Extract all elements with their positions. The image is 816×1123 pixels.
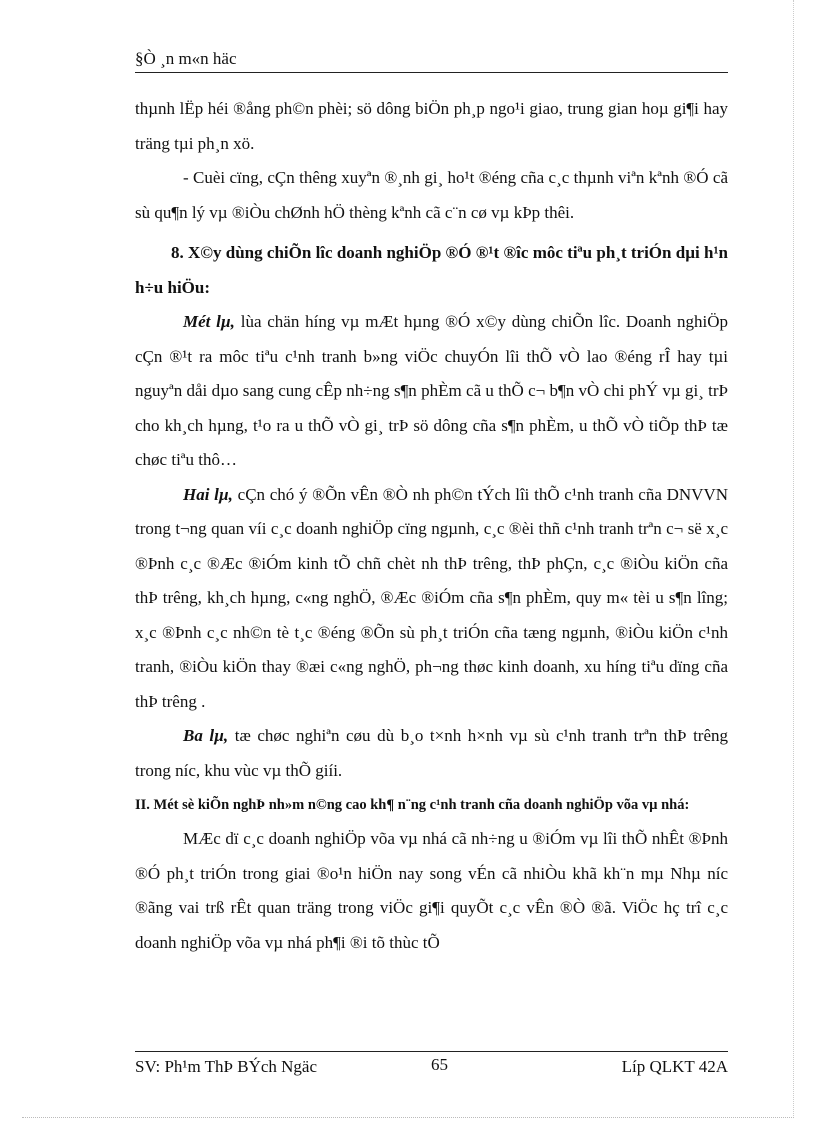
document-body <box>135 92 728 960</box>
third-point-text: tæ chøc nghiªn cøu dù b¸o t×nh h×nh vµ sù c¹nh tranh trªn thÞ trêng trong níc, khu vùc vµ thÕ giíi. <box>135 726 729 780</box>
paragraph-first-point <box>135 305 728 478</box>
page-edge-bottom <box>22 1117 794 1118</box>
first-point-lead: Mét lµ, <box>183 312 235 331</box>
section-ii-heading: II. Mét sè kiÕn nghÞ nh»m n©ng cao kh¶ n¨ng c¹nh tranh cña doanh nghiÖp võa vµ nhá: <box>135 797 690 813</box>
footer-divider <box>135 1051 728 1052</box>
page-header: §Ò ¸n m«n häc <box>135 49 237 68</box>
footer-author: SV: Ph¹m ThÞ BÝch Ngäc <box>135 1057 318 1076</box>
paragraph-2: - Cuèi cïng, cÇn thêng xuyªn ®¸nh gi¸ ho¹t ®éng cña c¸c thµnh viªn kªnh ®Ó cã sù qu¶n lý vµ ®iÒu chØnh hÖ thèng kªnh cã c¨n cø vµ kÞp thêi. <box>135 168 728 222</box>
page-edge-right <box>793 0 794 1118</box>
paragraph-second-point <box>135 478 728 720</box>
third-point-lead: Ba lµ, <box>183 726 229 745</box>
paragraph-1: thµnh lËp héi ®ång ph©n phèi; sö dông biÖn ph¸p ngo¹i giao, trung gian hoµ gi¶i hay träng tµi ph¸n xö. <box>135 99 728 153</box>
page-footer <box>135 1054 728 1078</box>
paragraph-third-point <box>135 719 728 788</box>
page-number: 65 <box>431 1055 448 1074</box>
footer-class: Líp QLKT 42A <box>621 1057 728 1076</box>
section-8-heading: 8. X©y dùng chiÕn lîc doanh nghiÖp ®Ó ®¹t ®îc môc tiªu ph¸t triÓn dµi h¹n h÷u hiÖu: <box>135 243 728 297</box>
header-divider <box>135 72 728 73</box>
second-point-text: cÇn chó ý ®Õn vÊn ®Ò nh ph©n tÝch lîi thÕ c¹nh tranh cña DNVVN trong t¬ng quan víi c¸c doanh nghiÖp cïng ngµnh, c¸c ®èi thñ c¹nh tranh trªn c¬ së x¸c ®Þnh c¸c ®Æc ®iÓm kinh tÕ chñ chèt nh thÞ trêng, thÞ phÇn, c¸c ®iÒu kiÖn cña thÞ trêng, kh¸ch hµng, c«ng nghÖ, ®Æc ®iÓm cña s¶n phÈm, quy m« tèi u s¶n lîng; x¸c ®Þnh c¸c nh©n tè t¸c ®éng ®Õn sù ph¸t triÓn cña tæng ngµnh, ®iÒu kiÖn c¹nh tranh, ®iÒu kiÖn thay ®æi c«ng nghÖ, ph¬ng thøc kinh doanh, xu híng tiªu dïng cña thÞ trêng . <box>135 484 728 711</box>
second-point-lead: Hai lµ, <box>183 484 233 504</box>
first-point-text: lùa chän híng vµ mÆt hµng ®Ó x©y dùng chiÕn lîc. Doanh nghiÖp cÇn ®¹t ra môc tiªu c¹nh tranh b»ng viÖc chuyÓn lîi thÕ vÒ lao ®éng rÎ hay tµi nguyªn dåi dµo sang cung cÊp nh÷ng s¶n phÈm cã u thÕ c¬ b¶n vÒ chi phÝ vµ gi¸ trÞ cho kh¸ch hµng, t¹o ra u thÕ vÒ gi¸ trÞ sö dông cña s¶n phÈm, u thÕ vÒ tiÕp thÞ tæ chøc tiªu thô… <box>135 312 729 469</box>
paragraph-final: MÆc dï c¸c doanh nghiÖp võa vµ nhá cã nh÷ng u ®iÓm vµ lîi thÕ nhÊt ®Þnh ®Ó ph¸t triÓn trong giai ®o¹n hiÖn nay song vÉn cã nhiÒu khã kh¨n mµ Nhµ níc ®ãng vai trß rÊt quan träng trong viÖc gi¶i quyÕt c¸c vÊn ®Ò ®ã. ViÖc hç trî c¸c doanh nghiÖp võa vµ nhá ph¶i ®i tõ thùc tÕ <box>135 829 728 952</box>
